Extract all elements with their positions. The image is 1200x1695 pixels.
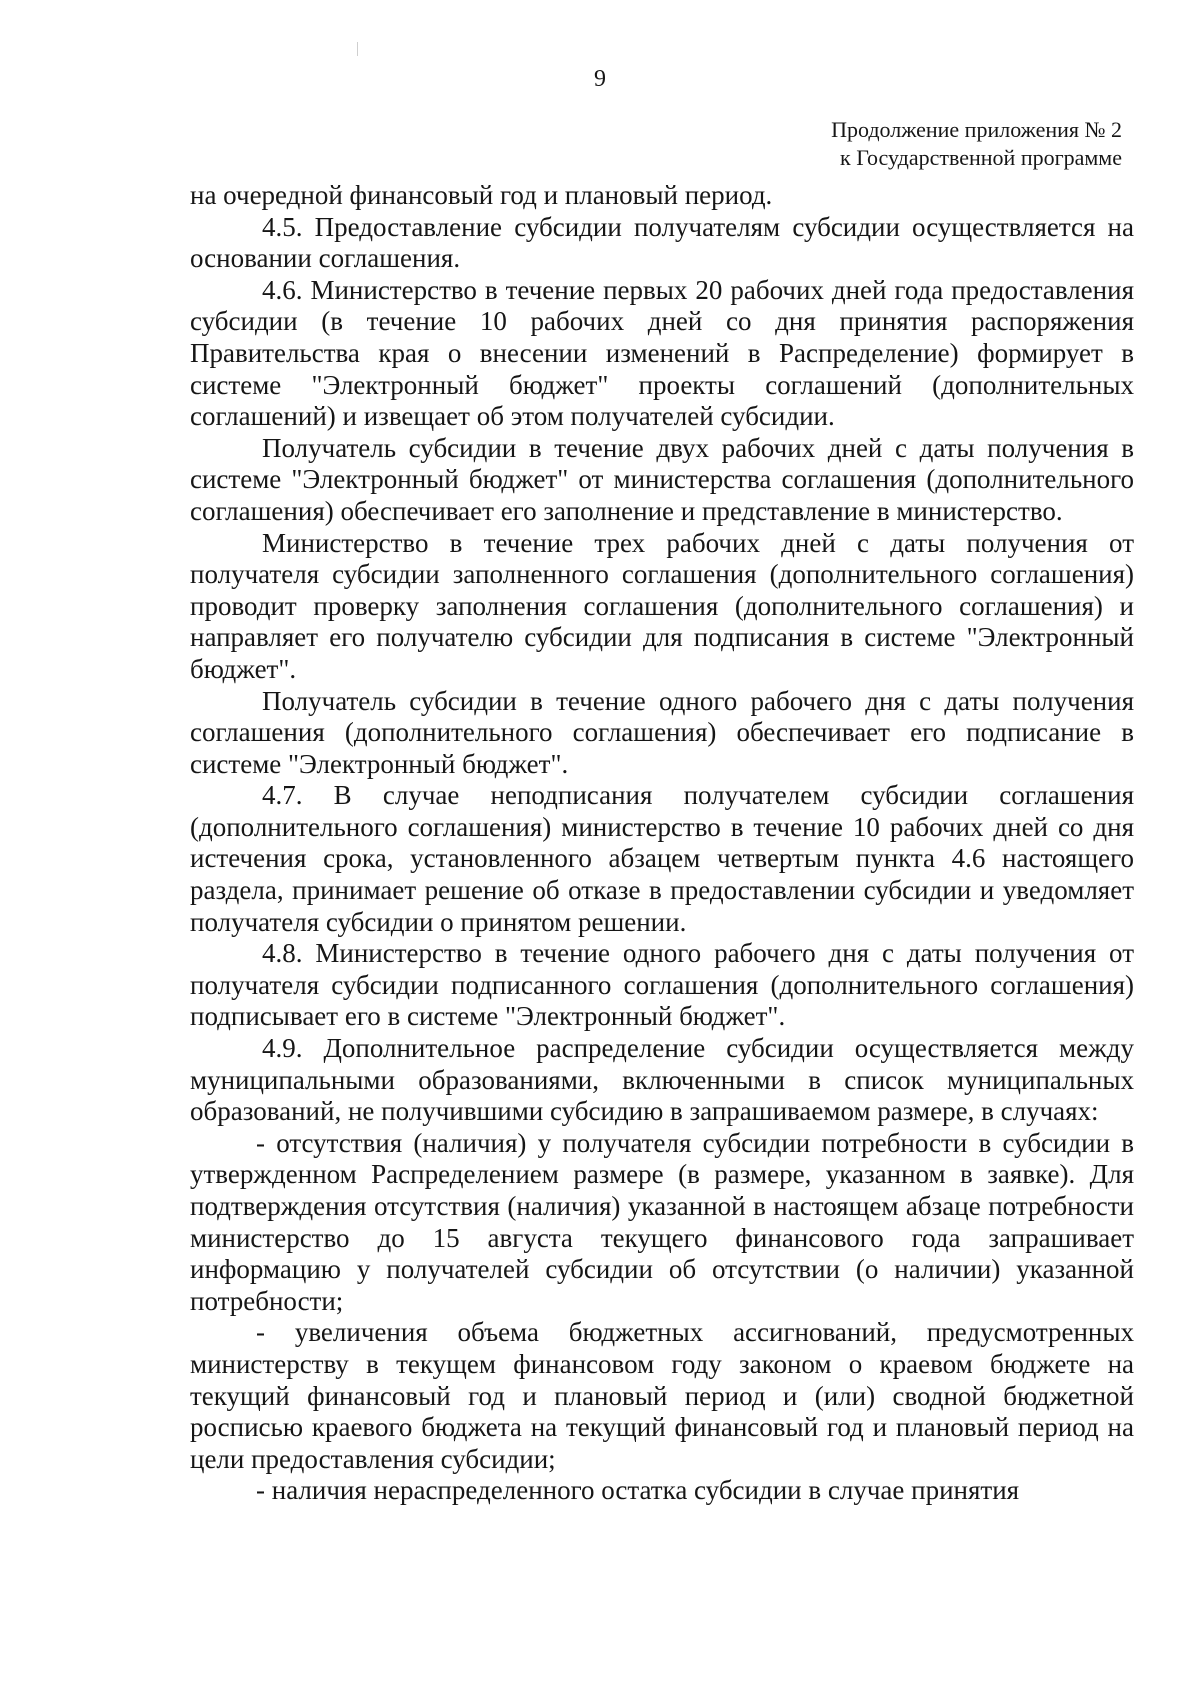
list-item-unallocated-balance: - наличия нераспределенного остатка субсидии в случае принятия — [256, 1475, 1020, 1506]
paragraph-4-7: 4.7. В случае неподписания получателем субсидии соглашения (дополнительного соглашения) министерство в течение 10 рабочих дней со дня истечения срока, установленного абзацем четвертым пункта 4.6 настоящего раздела, принимает решение об отказе в предоставлении субсидии и уведомляет получателя субсидии о принятом решении. — [190, 780, 1134, 937]
page-number: 9 — [594, 66, 606, 92]
paragraph-4-8: 4.8. Министерство в течение одного рабочего дня с даты получения от получателя субсидии подписанного соглашения (дополнительного соглашения) подписывает его в системе "Электронный бюджет". — [190, 938, 1134, 1032]
paragraph-4-9: 4.9. Дополнительное распределение субсидии осуществляется между муниципальными образованиями, включенными в список муниципальных образований, не получившими субсидию в запрашиваемом размере, в случаях: — [190, 1033, 1134, 1127]
paragraph-4-6-ministry-check: Министерство в течение трех рабочих дней с даты получения от получателя субсидии заполненного соглашения (дополнительного соглашения) проводит проверку заполнения соглашения (дополнительного соглашения) и направляет его получателю субсидии для подписания в системе "Электронный бюджет". — [190, 527, 1134, 684]
appendix-header-line-2: к Государственной программе — [840, 145, 1122, 170]
paragraph-4-6-recipient-fill: Получатель субсидии в течение двух рабочих дней с даты получения в системе "Электронный бюджет" от министерства соглашения (дополнительного соглашения) обеспечивает его заполнение и представление в министерство. — [190, 432, 1134, 526]
list-item-absence-of-need: - отсутствия (наличия) у получателя субсидии потребности в субсидии в утвержденном Распределением размере (в размере, указанном в заявке). Для подтверждения отсутствия (наличия) указанной в настоящем абзаце потребности министерство до 15 августа текущего финансового года запрашивает информацию у получателей субсидии об отсутствии (о наличии) указанной потребности; — [190, 1127, 1134, 1316]
appendix-header-line-1: Продолжение приложения № 2 — [831, 117, 1122, 142]
document-body — [190, 180, 1134, 1507]
list-item-budget-increase: - увеличения объема бюджетных ассигнований, предусмотренных министерству в текущем финансовом году законом о краевом бюджете на текущий финансовый год и плановый период и (или) сводной бюджетной росписью краевого бюджета на текущий финансовый год и плановый период на цели предоставления субсидии; — [190, 1317, 1134, 1474]
appendix-header — [831, 116, 1122, 172]
scan-artifact — [357, 42, 358, 56]
paragraph-4-5: 4.5. Предоставление субсидии получателям субсидии осуществляется на основании соглашения. — [190, 211, 1134, 274]
paragraph-continuation: на очередной финансовый год и плановый период. — [190, 180, 773, 210]
paragraph-4-6: 4.6. Министерство в течение первых 20 рабочих дней года предоставления субсидии (в течение 10 рабочих дней со дня принятия распоряжения Правительства края о внесении изменений в Распределение) формирует в системе "Электронный бюджет" проекты соглашений (дополнительных соглашений) и извещает об этом получателей субсидии. — [190, 274, 1134, 432]
paragraph-4-6-recipient-sign: Получатель субсидии в течение одного рабочего дня с даты получения соглашения (дополнительного соглашения) обеспечивает его подписание в системе "Электронный бюджет". — [190, 685, 1134, 779]
